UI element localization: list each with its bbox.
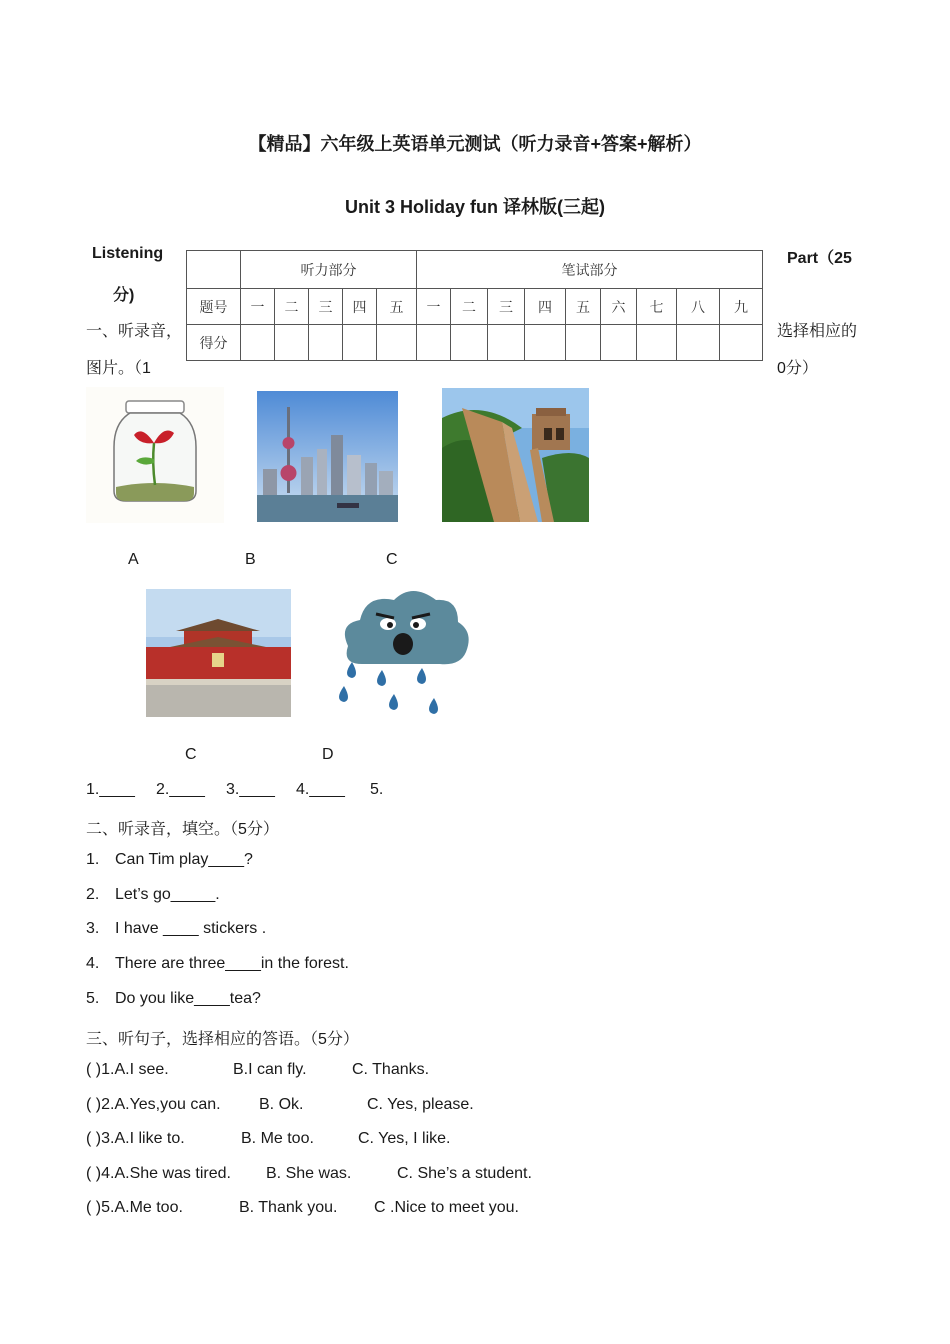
choice-option-c: C. She’s a student. bbox=[397, 1165, 532, 1182]
section2-heading: 二、听录音，填空。（5分） bbox=[86, 821, 279, 838]
choice-option-b: B. Thank you. bbox=[239, 1199, 338, 1216]
score-table bbox=[186, 250, 763, 361]
listening-col: 五 bbox=[377, 289, 417, 325]
writing-col: 八 bbox=[677, 289, 720, 325]
fill-item-number: 2. bbox=[86, 886, 100, 903]
part-label: Part（25 bbox=[787, 250, 852, 267]
plant-jar-image bbox=[86, 387, 224, 523]
choice-option-c: C. Yes, please. bbox=[367, 1096, 474, 1113]
section1-heading-right: 选择相应的 bbox=[777, 323, 858, 340]
score-table-corner bbox=[187, 251, 241, 289]
choice-question: ( )2.A.Yes,you can. bbox=[86, 1096, 221, 1113]
score-cell bbox=[488, 325, 525, 361]
choice-option-c: C. Thanks. bbox=[352, 1061, 430, 1078]
great-wall-image bbox=[442, 388, 589, 522]
choice-option-b: B. She was. bbox=[266, 1165, 352, 1182]
listening-label: Listening bbox=[92, 245, 164, 262]
writing-col: 六 bbox=[601, 289, 637, 325]
picture-label-c: C bbox=[386, 551, 398, 568]
score-cell bbox=[637, 325, 677, 361]
listening-col: 一 bbox=[241, 289, 275, 325]
listening-part-header: 听力部分 bbox=[241, 251, 417, 289]
page-title: 【精品】六年级上英语单元测试（听力录音+答案+解析） bbox=[248, 134, 702, 154]
section3-heading: 三、听句子，选择相应的答语。（5分） bbox=[86, 1031, 359, 1048]
picture-label-d: D bbox=[322, 746, 334, 763]
section1-points: 0分） bbox=[777, 360, 818, 377]
choice-question: ( )5.A.Me too. bbox=[86, 1199, 183, 1216]
score-cell bbox=[601, 325, 637, 361]
score-cell bbox=[417, 325, 451, 361]
page-subtitle: Unit 3 Holiday fun 译林版(三起) bbox=[345, 197, 605, 217]
choice-option-b: B. Ok. bbox=[259, 1096, 304, 1113]
writing-col: 一 bbox=[417, 289, 451, 325]
score-label: 得分 bbox=[187, 325, 241, 361]
fill-item-text: There are three____in the forest. bbox=[115, 955, 349, 972]
writing-col: 四 bbox=[525, 289, 566, 325]
writing-col: 七 bbox=[637, 289, 677, 325]
score-cell bbox=[677, 325, 720, 361]
answer-blank-2: 2.____ bbox=[156, 781, 205, 798]
score-cell bbox=[451, 325, 488, 361]
fill-item-text: Can Tim play____? bbox=[115, 851, 253, 868]
answer-blank-1: 1.____ bbox=[86, 781, 135, 798]
score-cell bbox=[309, 325, 343, 361]
fill-item-text: Do you like____tea? bbox=[115, 990, 261, 1007]
writing-col: 三 bbox=[488, 289, 525, 325]
answer-blank-5: 5. bbox=[370, 781, 384, 798]
score-cell bbox=[275, 325, 309, 361]
choice-question: ( )1.A.I see. bbox=[86, 1061, 169, 1078]
listening-label-points: 分) bbox=[113, 287, 135, 304]
choice-option-b: B. Me too. bbox=[241, 1130, 314, 1147]
question-number-label: 题号 bbox=[187, 289, 241, 325]
score-cell bbox=[377, 325, 417, 361]
choice-option-c: C. Yes, I like. bbox=[358, 1130, 451, 1147]
tiananmen-image bbox=[146, 589, 291, 717]
picture-label-b: B bbox=[245, 551, 256, 568]
writing-col: 九 bbox=[720, 289, 763, 325]
score-cell bbox=[525, 325, 566, 361]
rain-cloud-image bbox=[332, 584, 474, 719]
section1-heading-left: 一、听录音， bbox=[86, 323, 183, 340]
choice-option-c: C .Nice to meet you. bbox=[374, 1199, 519, 1216]
choice-question: ( )4.A.She was tired. bbox=[86, 1165, 231, 1182]
listening-col: 三 bbox=[309, 289, 343, 325]
fill-item-number: 1. bbox=[86, 851, 100, 868]
fill-item-number: 3. bbox=[86, 920, 100, 937]
fill-item-number: 5. bbox=[86, 990, 100, 1007]
listening-col: 二 bbox=[275, 289, 309, 325]
fill-item-number: 4. bbox=[86, 955, 100, 972]
fill-item-text: I have ____ stickers . bbox=[115, 920, 267, 937]
answer-blank-4: 4.____ bbox=[296, 781, 345, 798]
writing-col: 二 bbox=[451, 289, 488, 325]
picture-label-c2: C bbox=[185, 746, 197, 763]
score-cell bbox=[241, 325, 275, 361]
city-skyline-image bbox=[257, 391, 398, 522]
score-cell bbox=[343, 325, 377, 361]
score-cell bbox=[566, 325, 601, 361]
picture-label-a: A bbox=[128, 551, 139, 568]
writing-col: 五 bbox=[566, 289, 601, 325]
fill-item-text: Let’s go_____. bbox=[115, 886, 220, 903]
writing-part-header: 笔试部分 bbox=[417, 251, 763, 289]
section1-heading-left2: 图片。（1 bbox=[86, 360, 151, 377]
choice-question: ( )3.A.I like to. bbox=[86, 1130, 185, 1147]
score-cell bbox=[720, 325, 763, 361]
listening-col: 四 bbox=[343, 289, 377, 325]
choice-option-b: B.I can fly. bbox=[233, 1061, 307, 1078]
answer-blank-3: 3.____ bbox=[226, 781, 275, 798]
